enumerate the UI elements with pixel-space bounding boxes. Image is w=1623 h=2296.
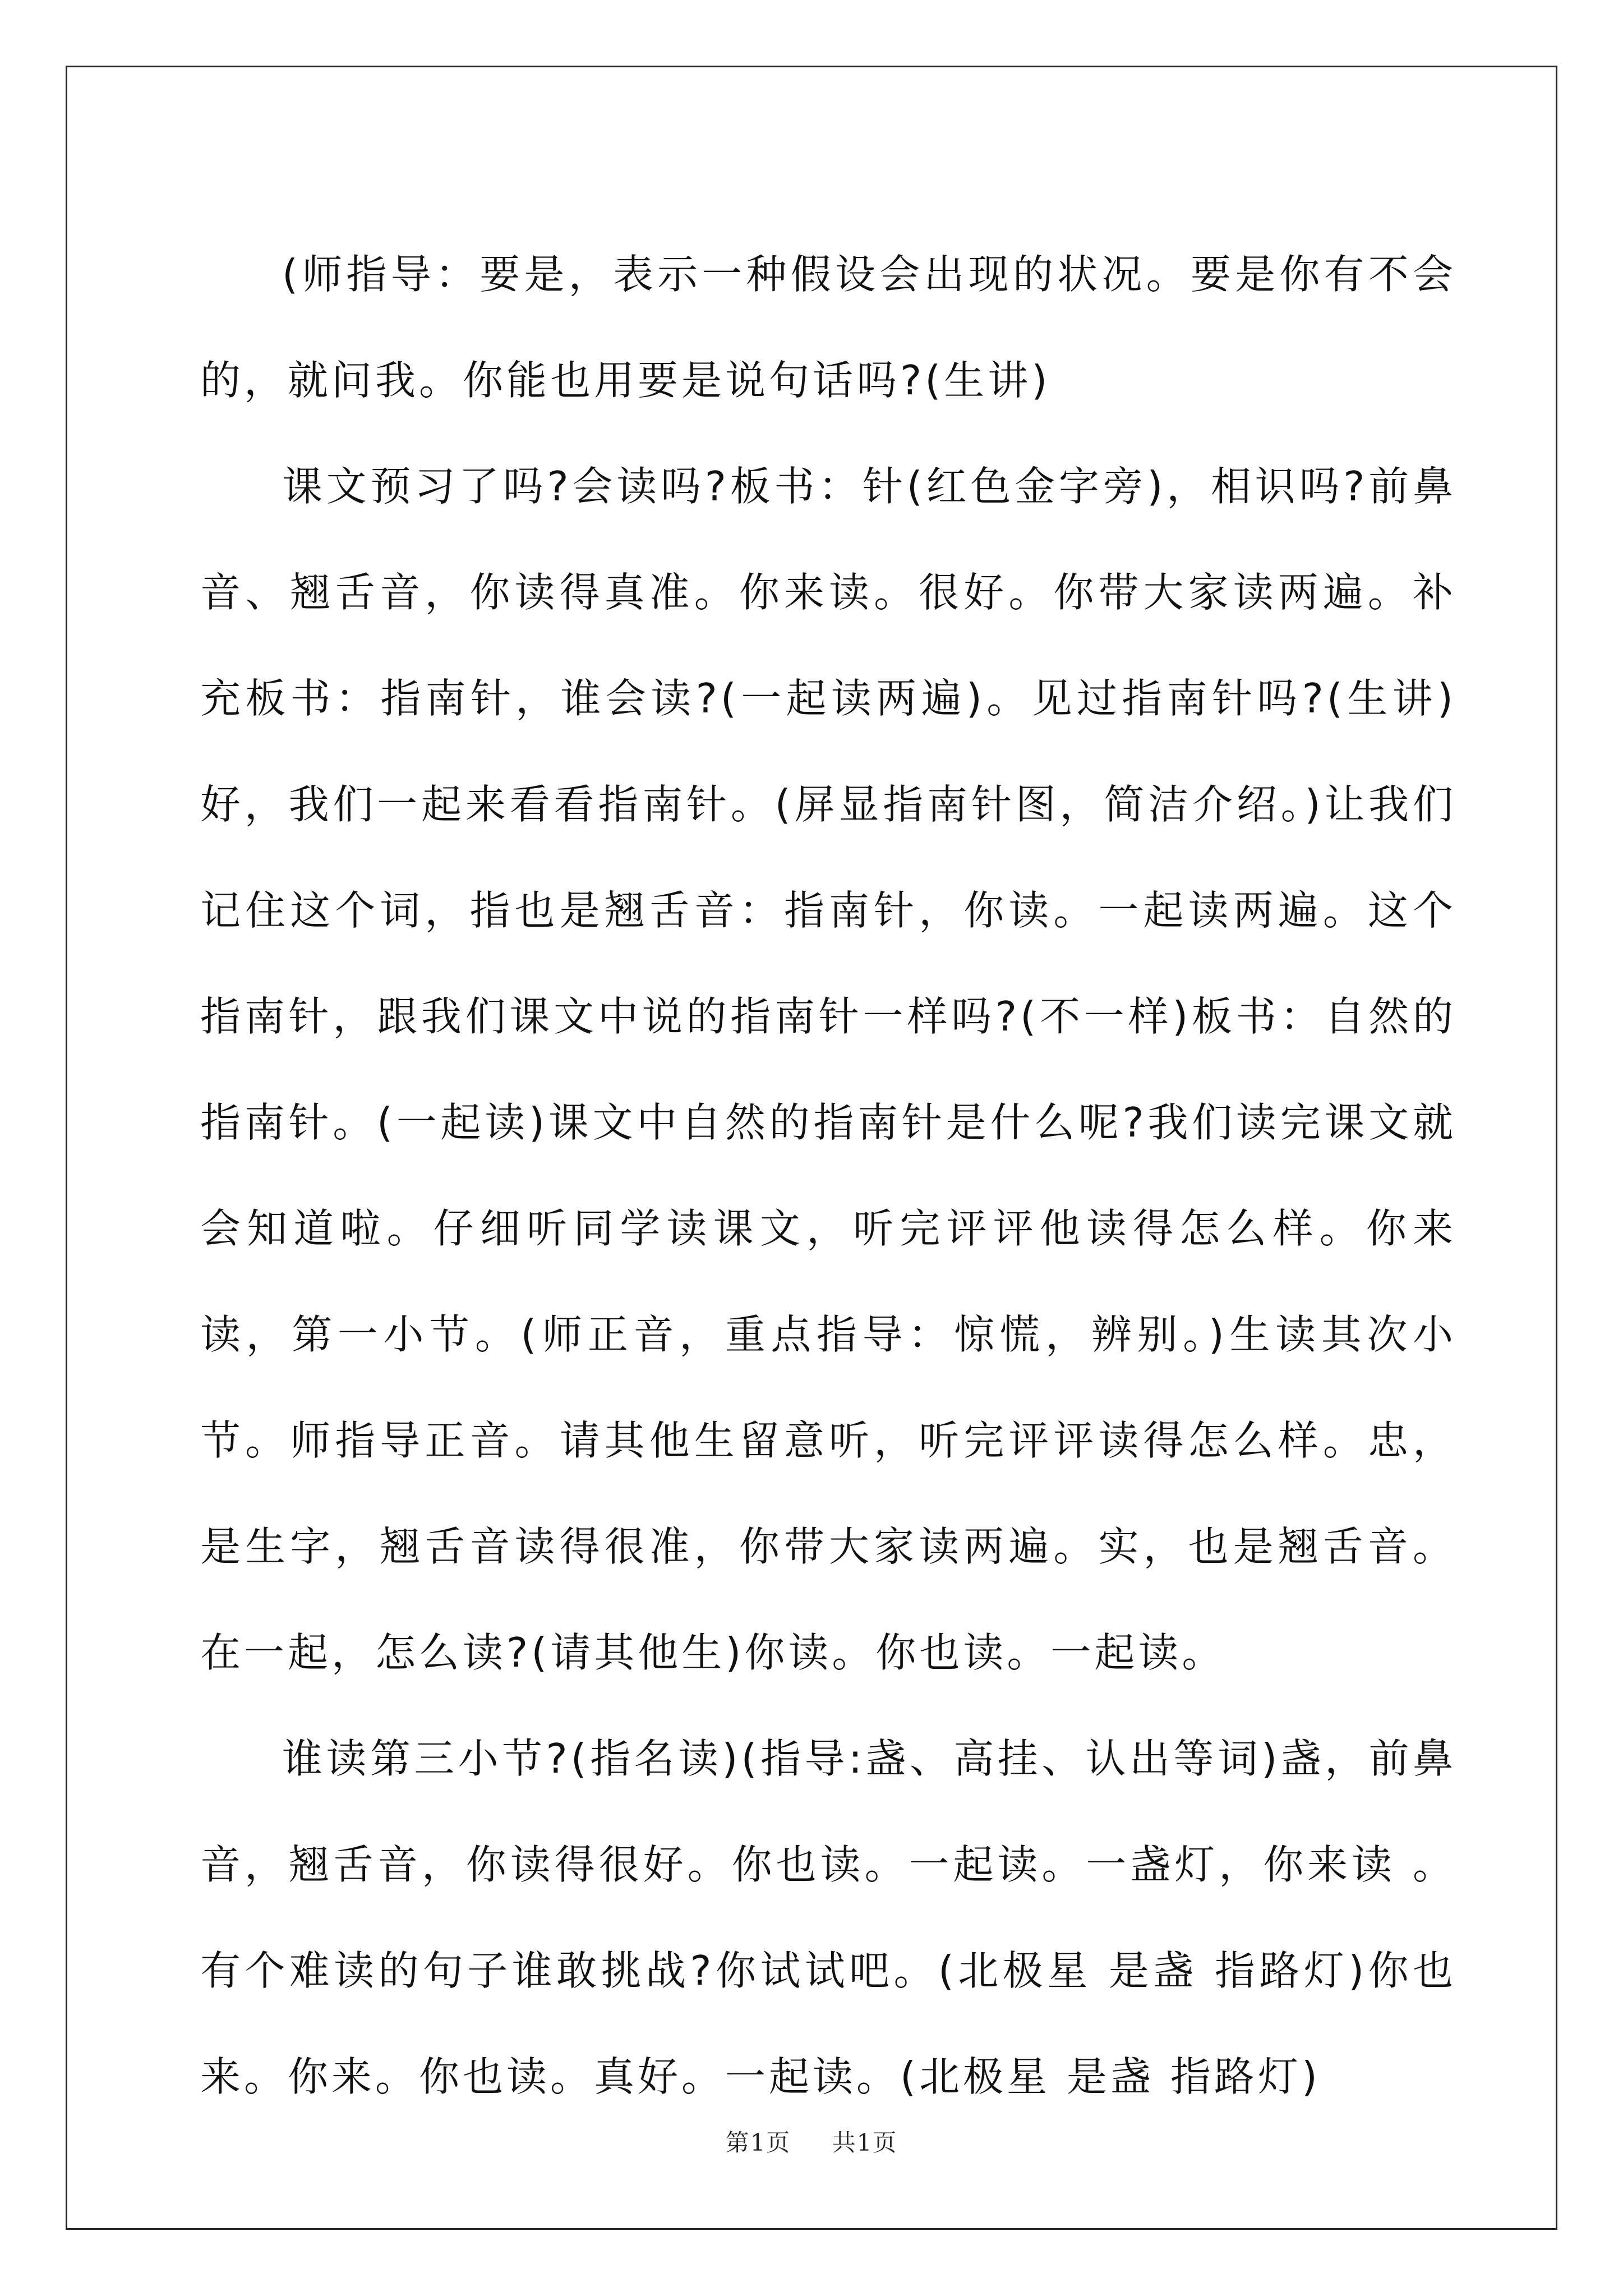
page-total: 共1页 <box>832 2129 898 2156</box>
paragraph-3: 谁读第三小节?(指名读)(指导:盏、高挂、认出等词)盏，前鼻音，翘舌音，你读得很好。你也读。一起读。一盏灯，你来读 。有个难读的句子谁敢挑战?你试试吧。(北极星 是盏 指路灯)你也来。你来。你也读。真好。一起读。(北极星 是盏 指路灯) <box>200 1735 1456 2100</box>
paragraph-1: (师指导：要是，表示一种假设会出现的状况。要是你有不会的，就问我。你能也用要是说句话吗?(生讲) <box>200 251 1456 404</box>
document-body <box>200 222 1456 2130</box>
page-number: 第1页 <box>725 2129 791 2156</box>
paragraph-2: 课文预习了吗?会读吗?板书：针(红色金字旁)，相识吗?前鼻音、翘舌音，你读得真准。你来读。很好。你带大家读两遍。补充板书：指南针，谁会读?(一起读两遍)。见过指南针吗?(生讲)好，我们一起来看看指南针。(屏显指南针图，简洁介绍。)让我们记住这个词，指也是翘舌音：指南针，你读。一起读两遍。这个指南针，跟我们课文中说的指南针一样吗?(不一样)板书：自然的指南针。(一起读)课文中自然的指南针是什么呢?我们读完课文就会知道啦。仔细听同学读课文，听完评评他读得怎么样。你来读，第一小节。(师正音，重点指导：惊慌，辨别。)生读其次小节。师指导正音。请其他生留意听，听完评评读得怎么样。忠，是生字，翘舌音读得很准，你带大家读两遍。实，也是翘舌音。在一起，怎么读?(请其他生)你读。你也读。一起读。 <box>200 463 1456 1676</box>
page-footer <box>0 2126 1623 2160</box>
